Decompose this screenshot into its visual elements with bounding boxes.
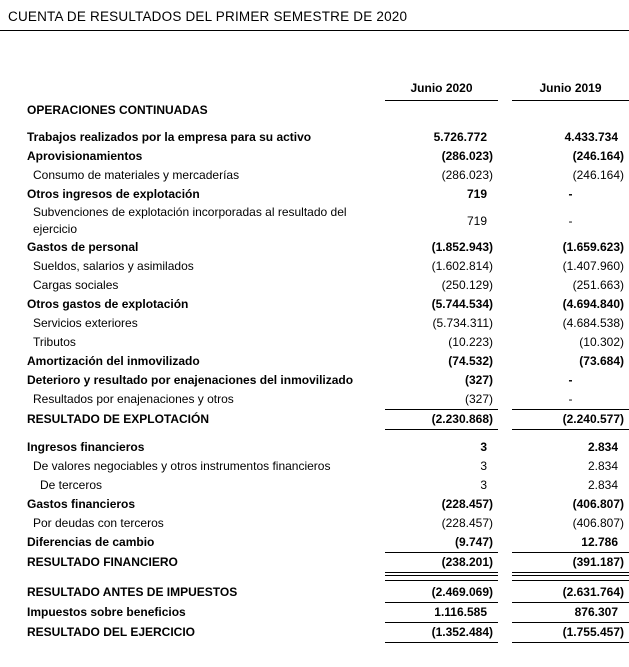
column-header-junio-2020: Junio 2020 xyxy=(385,80,498,101)
page-title: CUENTA DE RESULTADOS DEL PRIMER SEMESTRE DE 2020 xyxy=(0,0,629,31)
row-label: Trabajos realizados por la empresa para su activo xyxy=(27,130,312,144)
value-junio-2020: (286.023) xyxy=(441,149,493,163)
value-junio-2020: (5.734.311) xyxy=(432,316,493,330)
value-junio-2019: (246.164) xyxy=(572,168,624,182)
column-gap-cell xyxy=(498,495,512,514)
value-junio-2020: (10.223) xyxy=(448,335,493,349)
table-row xyxy=(0,314,629,333)
column-gap-cell xyxy=(498,128,512,147)
column-gap-cell xyxy=(498,276,512,295)
column-gap-cell xyxy=(498,314,512,333)
value-junio-2020: (74.532) xyxy=(448,354,493,368)
value-junio-2019: - xyxy=(568,373,573,387)
column-gap-cell xyxy=(498,257,512,276)
value-junio-2020: (327) xyxy=(464,373,493,387)
row-label: Gastos de personal xyxy=(27,240,139,254)
row-label: RESULTADO DEL EJERCICIO xyxy=(27,625,196,639)
row-label: Amortización del inmovilizado xyxy=(27,354,200,368)
value-junio-2020: 5.726.772 xyxy=(433,130,487,144)
column-gap xyxy=(498,80,512,101)
row-label: RESULTADO DE EXPLOTACIÓN xyxy=(27,412,210,426)
double-rule-line xyxy=(512,575,629,581)
value-junio-2019: (1.755.457) xyxy=(512,623,629,643)
value-junio-2020: (238.201) xyxy=(385,553,498,573)
row-label: Diferencias de cambio xyxy=(27,535,155,550)
value-junio-2020: 3 xyxy=(480,478,487,492)
table-row xyxy=(0,257,629,276)
row-label: De terceros xyxy=(40,478,103,492)
value-junio-2019: (10.302) xyxy=(579,335,624,349)
value-junio-2019: (391.187) xyxy=(512,553,629,573)
value-junio-2020: 1.116.585 xyxy=(385,603,498,623)
row-label: RESULTADO ANTES DE IMPUESTOS xyxy=(27,585,238,600)
value-junio-2020: (2.469.069) xyxy=(385,583,498,603)
column-gap-cell xyxy=(498,185,512,204)
column-header-junio-2019: Junio 2019 xyxy=(512,80,629,101)
column-gap-cell xyxy=(498,514,512,533)
column-gap-cell xyxy=(498,533,512,553)
row-label: Tributos xyxy=(33,335,76,349)
value-junio-2020: (228.457) xyxy=(441,516,493,530)
double-rule-2019 xyxy=(512,573,629,584)
table-row xyxy=(0,410,629,430)
value-junio-2020: 719 xyxy=(466,213,487,228)
value-junio-2019: (246.164) xyxy=(572,149,624,163)
value-junio-2020: 3 xyxy=(480,459,487,473)
spacer-cell xyxy=(0,430,629,439)
value-junio-2019: (1.407.960) xyxy=(562,259,624,273)
table-row xyxy=(0,276,629,295)
empty-cell xyxy=(512,101,629,121)
value-junio-2019: 2.834 xyxy=(587,440,618,454)
column-gap-cell xyxy=(498,333,512,352)
value-junio-2019: (251.663) xyxy=(572,278,624,292)
column-gap-cell xyxy=(498,204,512,238)
value-junio-2019: (406.807) xyxy=(572,516,624,530)
double-rule-row xyxy=(0,573,629,584)
value-junio-2020: (9.747) xyxy=(385,533,498,553)
income-statement-table xyxy=(0,80,629,643)
row-label: Otros ingresos de explotación xyxy=(27,187,200,201)
column-gap-cell xyxy=(498,583,512,603)
value-junio-2019: 2.834 xyxy=(587,459,618,473)
table-row xyxy=(0,514,629,533)
table-row xyxy=(0,166,629,185)
column-gap-cell xyxy=(498,623,512,643)
column-gap-cell xyxy=(498,295,512,314)
row-label: Otros gastos de explotación xyxy=(27,297,189,311)
value-junio-2019: - xyxy=(512,390,629,410)
table-row xyxy=(0,371,629,390)
value-junio-2019: (4.684.538) xyxy=(562,316,624,330)
row-label: Aprovisionamientos xyxy=(27,149,143,163)
column-gap-cell xyxy=(498,166,512,185)
row-label: Deterioro y resultado por enajenaciones del inmovilizado xyxy=(27,373,354,387)
value-junio-2020: (1.602.814) xyxy=(431,259,493,273)
row-label: RESULTADO FINANCIERO xyxy=(27,555,178,569)
row-label: Gastos financieros xyxy=(27,497,136,511)
value-junio-2019: (1.659.623) xyxy=(562,240,624,254)
table-row xyxy=(0,457,629,476)
row-label: Servicios exteriores xyxy=(33,316,138,330)
value-junio-2020: (327) xyxy=(385,390,498,410)
row-label: Por deudas con terceros xyxy=(33,516,164,530)
table-row xyxy=(0,495,629,514)
double-rule-line xyxy=(385,575,498,581)
table-row xyxy=(0,533,629,553)
value-junio-2019: 876.307 xyxy=(512,603,629,623)
table-row xyxy=(0,333,629,352)
column-gap-cell xyxy=(498,238,512,257)
table-row xyxy=(0,583,629,603)
table-row xyxy=(0,352,629,371)
row-label: Subvenciones de explotación incorporadas al resultado del ejercicio xyxy=(33,205,347,236)
empty-cell xyxy=(498,101,512,121)
row-label: Consumo de materiales y mercaderías xyxy=(33,168,240,182)
column-gap-cell xyxy=(498,410,512,430)
table-row xyxy=(0,147,629,166)
value-junio-2019: (2.240.577) xyxy=(512,410,629,430)
double-rule-gap xyxy=(498,573,512,584)
value-junio-2019: (4.694.840) xyxy=(562,297,624,311)
column-gap-cell xyxy=(498,390,512,410)
table-row xyxy=(0,553,629,573)
empty-cell xyxy=(385,101,498,121)
value-junio-2020: (2.230.868) xyxy=(385,410,498,430)
value-junio-2020: (228.457) xyxy=(441,497,493,511)
table-row xyxy=(0,623,629,643)
table-row xyxy=(0,185,629,204)
double-rule-label-cell xyxy=(0,573,385,584)
table-row xyxy=(0,295,629,314)
column-gap-cell xyxy=(498,476,512,495)
table-row xyxy=(0,438,629,457)
column-gap-cell xyxy=(498,553,512,573)
value-junio-2020: (1.852.943) xyxy=(431,240,493,254)
spacer-cell xyxy=(0,120,629,128)
column-header-row xyxy=(0,80,629,101)
value-junio-2020: 719 xyxy=(466,187,487,201)
spacer-row xyxy=(0,430,629,439)
column-gap-cell xyxy=(498,371,512,390)
table-row xyxy=(0,476,629,495)
section-header-row xyxy=(0,101,629,121)
value-junio-2020: (250.129) xyxy=(441,278,493,292)
row-label: De valores negociables y otros instrumentos financieros xyxy=(33,459,331,473)
row-label: Cargas sociales xyxy=(33,278,119,292)
value-junio-2019: - xyxy=(568,187,573,201)
column-gap-cell xyxy=(498,147,512,166)
column-gap-cell xyxy=(498,603,512,623)
value-junio-2019: (406.807) xyxy=(572,497,624,511)
spacer-row xyxy=(0,120,629,128)
value-junio-2019: (73.684) xyxy=(579,354,624,368)
value-junio-2020: (1.352.484) xyxy=(385,623,498,643)
row-label: Resultados por enajenaciones y otros xyxy=(33,392,234,407)
double-rule-2020 xyxy=(385,573,498,584)
column-gap-cell xyxy=(498,352,512,371)
column-gap-cell xyxy=(498,457,512,476)
label-column-header xyxy=(0,80,385,101)
value-junio-2019: 4.433.734 xyxy=(564,130,618,144)
value-junio-2019: 2.834 xyxy=(587,478,618,492)
table-row xyxy=(0,204,629,238)
table-row xyxy=(0,238,629,257)
value-junio-2020: 3 xyxy=(480,440,487,454)
column-gap-cell xyxy=(498,438,512,457)
row-label: Ingresos financieros xyxy=(27,440,145,454)
row-label: Impuestos sobre beneficios xyxy=(27,605,186,619)
row-label: Sueldos, salarios y asimilados xyxy=(33,259,194,273)
table-row xyxy=(0,128,629,147)
value-junio-2020: (5.744.534) xyxy=(431,297,493,311)
value-junio-2019: (2.631.764) xyxy=(512,583,629,603)
value-junio-2019: - xyxy=(568,213,573,228)
table-body xyxy=(0,101,629,643)
table-row xyxy=(0,390,629,410)
section-header-label: OPERACIONES CONTINUADAS xyxy=(27,102,208,117)
value-junio-2020: (286.023) xyxy=(441,168,493,182)
table-row xyxy=(0,603,629,623)
value-junio-2019: 12.786 xyxy=(512,533,629,553)
